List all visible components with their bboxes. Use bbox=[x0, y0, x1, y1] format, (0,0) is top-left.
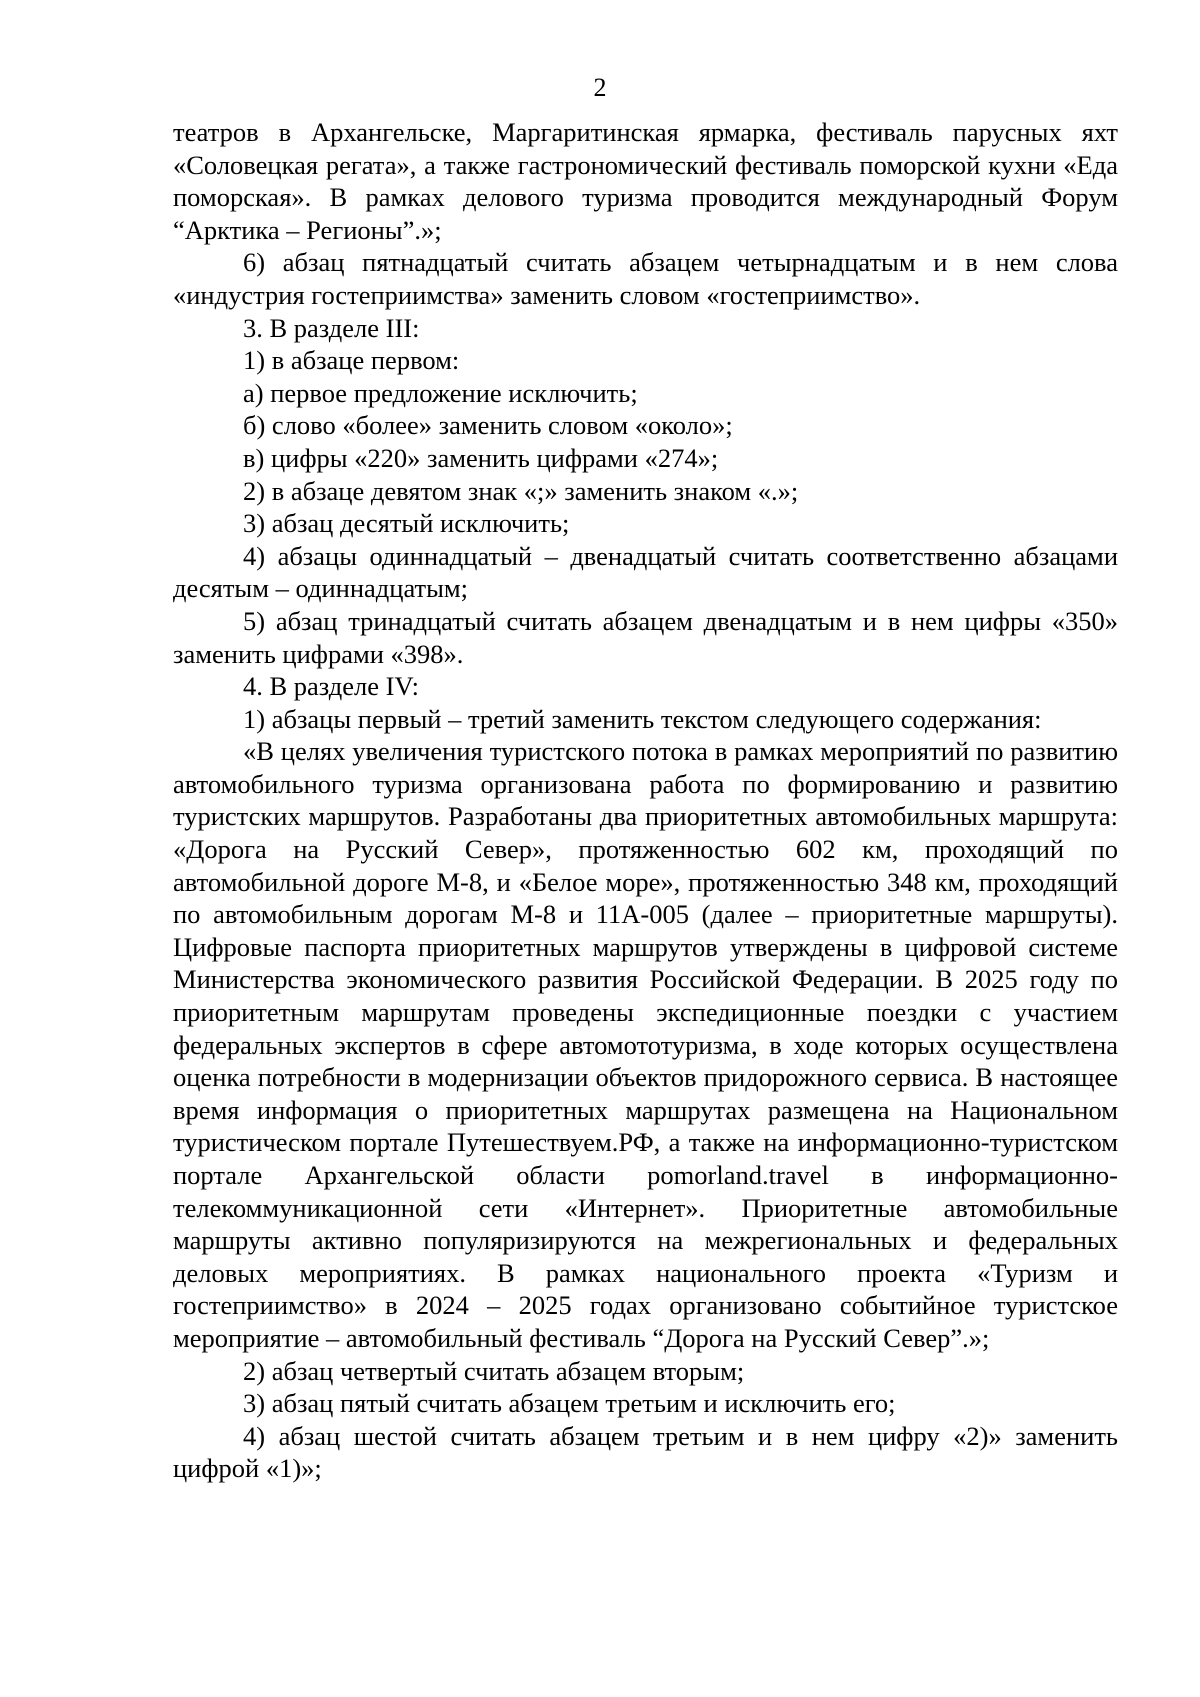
list-item: 4) абзацы одиннадцатый – двенадцатый считать соответственно абзацами десятым – одиннадцатым; bbox=[173, 540, 1118, 604]
list-item: б) слово «более» заменить словом «около»; bbox=[243, 410, 733, 441]
section-heading: 3. В разделе III: bbox=[243, 312, 420, 343]
section-heading: 4. В разделе IV: bbox=[243, 671, 420, 702]
list-item: 2) в абзаце девятом знак «;» заменить знаком «.»; bbox=[243, 475, 799, 506]
list-item: 1) абзацы первый – третий заменить текстом следующего содержания: bbox=[243, 703, 1042, 734]
list-item: в) цифры «220» заменить цифрами «274»; bbox=[243, 442, 719, 473]
list-item: 1) в абзаце первом: bbox=[243, 345, 460, 376]
document-body bbox=[173, 116, 1118, 1485]
list-item: а) первое предложение исключить; bbox=[243, 377, 638, 408]
quoted-text: «В целях увеличения туристского потока в рамках мероприятий по развитию автомобильного туризма организована работа по формированию и развитию туристских маршрутов. Разработаны два приоритетных автомобильных маршрута: «Дорога на Русский Север», протяженностью 602 км, проходящий по автомобильной дороге М-8, и «Белое море», протяженностью 348 км, проходящий по автомобильным дорогам М-8 и 11А-005 (далее – приоритетные маршруты). Цифровые паспорта приоритетных маршрутов утверждены в цифровой системе Министерства экономического развития Российской Федерации. В 2025 году по приоритетным маршрутам проведены экспедиционные поездки с участием федеральных экспертов в сфере автомототуризма, в ходе которых осуществлена оценка потребности в модернизации объектов придорожного сервиса. В настоящее время информация о приоритетных маршрутах размещена на Национальном туристическом портале Путешествуем.РФ, а также на информационно-туристском портале Архангельской области pomorland.travel в информационно-телекоммуникационной сети «Интернет». Приоритетные автомобильные маршруты активно популяризируются на межрегиональных и федеральных деловых мероприятиях. В рамках национального проекта «Туризм и гостеприимство» в 2024 – 2025 годах организовано событийное туристское мероприятие – автомобильный фестиваль “Дорога на Русский Север”.»; bbox=[173, 736, 1118, 1353]
paragraph: 6) абзац пятнадцатый считать абзацем четырнадцатым и в нем слова «индустрия гостеприимства» заменить словом «гостеприимство». bbox=[173, 247, 1118, 310]
list-item: 4) абзац шестой считать абзацем третьим и в нем цифру «2)» заменить цифрой «1)»; bbox=[173, 1420, 1118, 1484]
list-item: 3) абзац десятый исключить; bbox=[243, 508, 570, 539]
page-number: 2 bbox=[593, 73, 607, 102]
list-item: 2) абзац четвертый считать абзацем вторым; bbox=[243, 1355, 745, 1386]
list-item: 3) абзац пятый считать абзацем третьим и исключить его; bbox=[243, 1388, 896, 1419]
paragraph: театров в Архангельске, Маргаритинская ярмарка, фестиваль парусных яхт «Соловецкая регата», а также гастрономический фестиваль поморской кухни «Еда поморская». В рамках делового туризма проводится международный Форум “Арктика – Регионы”.»; bbox=[173, 117, 1118, 245]
list-item: 5) абзац тринадцатый считать абзацем двенадцатым и в нем цифры «350» заменить цифрами «398». bbox=[173, 605, 1118, 669]
